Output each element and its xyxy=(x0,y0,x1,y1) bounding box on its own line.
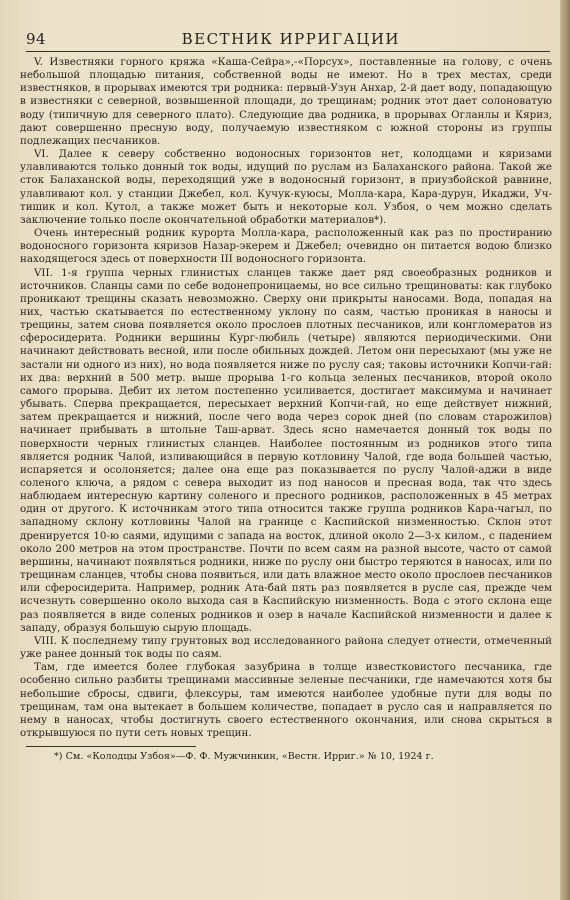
footnote: *) См. «Колодцы Узбоя»—Ф. Ф. Мужчинкин, «Вестн. Ирриг.» № 10, 1924 г. xyxy=(54,751,434,763)
running-title: ВЕСТНИК ИРРИГАЦИИ xyxy=(181,30,400,48)
footnote-divider xyxy=(26,746,196,747)
paragraph-molla-kara: Очень интересный родник курорта Молла-кара, расположенный как раз по простиранию водоносного горизонта кяризов Назар-экерем и Джебел; очевидно он питается водою близко находящегося здесь от поверхности III водоносного горизонта. xyxy=(20,227,552,266)
page-number: 94 xyxy=(26,30,47,48)
paragraph-vi: VI. Далее к северу собственно водоносных горизонтов нет, колодцами и кяризами улавливаются только донный ток воды, идущий по руслам из Балаханского района. Такой же сток Балаханской воды, переходящий уже в водоносный горизонт, в приузбойской равнине, улавливают кол. у станции Джебел, кол. Кучук-куюсы, Молла-кара, Кара-дурун, Икаджи, Уч-тишик и кол. Кутол, а также может быть и некоторые кол. Узбоя, о чем можно сделать заключение только после окончательной обработки материалов*). xyxy=(20,148,552,226)
paragraph-viii: VIII. К последнему типу грунтовых вод исследованного района следует отнести, отмеченный уже ранее донный ток воды по саям. xyxy=(20,634,552,661)
article-body xyxy=(20,56,556,740)
page-edge xyxy=(560,0,570,900)
paragraph-conclusion: Там, где имеется более глубокая зазубрина в толще известковистого песчаника, где особенно сильно разбиты трещинами массивные зеленые песчаники, где намечаются хотя бы небольшие сбросы, сдвиги, флексуры, там имеются наиболее удобные пути для воды по трещинам, там она вытекает в большем количестве, попадает в русло сая и направляется по нему в наносах, чтобы достигнуть своего естественного окончания, или снова скрыться в открывшуюся по пути сеть новых трещин. xyxy=(20,661,552,739)
page-header xyxy=(26,30,550,52)
paragraph-vii: VII. 1-я группа черных глинистых сланцев также дает ряд своеобразных родников и источников. Сланцы сами по себе водонепроницаемы, но все сильно трещиноваты: как глубоко проникают трещины сказать невозможно. Сверху они прикрыты наносами. Вода, попадая на них, частью скатывается по естественному уклону по саям, частью проникая в наносы и трещины, затем снова появляется около прослоев плотных песчаников, или конгломератов из сферосидерита. Родники вершины Кург-любиль (четыре) являются периодическими. Они начинают действовать весной, или после обильных дождей. Летом они пересыхают (мы уже не застали ни одного из них), но вода появляется ниже по руслу сая; таковы источники Копчи-гай: их два: верхний в 500 метр. выше прорыва 1-го кольца зеленых песчаников, второй около самого прорыва. Дебит их летом постепенно усиливается, достигает максимума и начинает убывать. Сперва прекращается, пересыхает верхний Копчи-гай, но еще действует нижний, затем прекращается и нижний, после чего вода через сорок дней (по словам старожилов) начинает прибывать в штольне Таш-арват. Здесь ясно намечается донный ток воды по поверхности черных глинистых сланцев. Наиболее постоянным из родников этого типа является родник Чалой, изливающийся в первую котловину Чалой, где вода большей частью, испаряется и осолоняется; далее она еще раз показывается по руслу Чалой-аджи в виде соленого ключа, а рядом с севера выходит из под наносов и пресная вода, так что здесь наблюдаем интересную картину соленого и пресного родников, расположенных в 45 метрах один от другого. К источникам этого типа относится также группа родников Кара-чагыл, по западному склону котловины Чалой на границе с Каспийской низменностью. Склон этот дренируется 10-ю саями, идущими с запада на восток, длиной около 2—3-х килом., с падением около 200 метров на этом пространстве. Почти по всем саям на разной высоте, часто от самой вершины, начинают появляться родники, ниже по руслу они быстро теряются в наносах, или по трещинам сланцев, чтобы снова появиться, или дать влажное место около прослоев песчаников или сферосидерита. Например, родник Ата-бай пять раз появляется в русле сая, прежде чем исчезнуть совершенно около выхода сая в Каспийскую низменность. Вода с этого склона еще раз появляется в виде соленых родников и озер в начале Каспийской низменности и далее к западу, образуя большую сырую площадь. xyxy=(20,266,552,634)
paragraph-v: V. Известняки горного кряжа «Каша-Сейра»,-«Порсух», поставленные на голову, с очень небольшой площадью питания, собственной воды не имеют. Но в трех местах, среди известняков, в прорывах имеются три родника: первый-Узун Анхар, 2-й дает воду, попадающую в известняки с северной, возвышенной площади, до трещинам; родник этот дает солоноватую воду (типичную для северного плато). Следующие два родника, в прорывах Огланлы и Кяриз, дают совершенно пресную воду, получаемую известняком с южной стороны из группы подлежащих песчаников. xyxy=(20,56,552,147)
